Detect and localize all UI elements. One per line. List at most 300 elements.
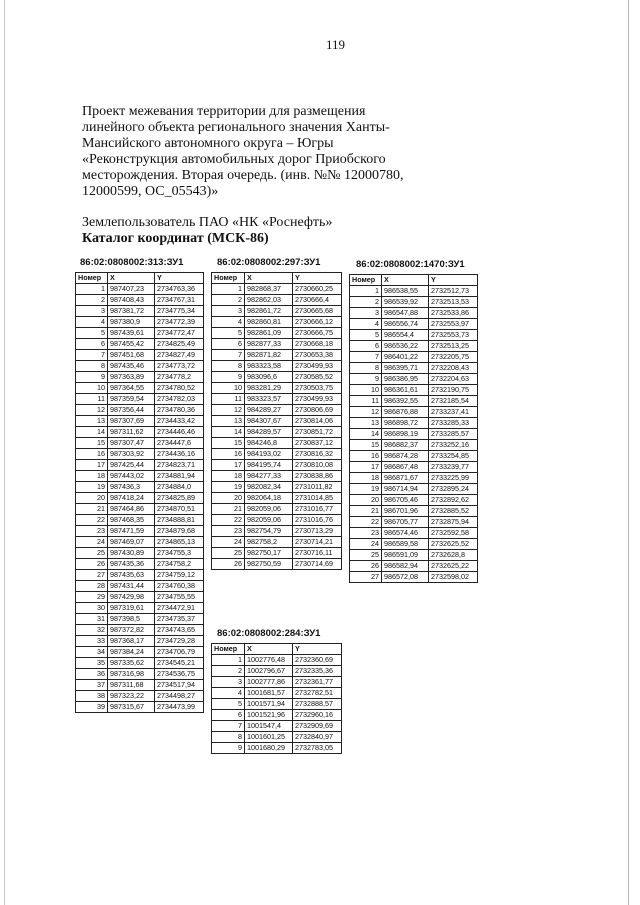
table-row bbox=[212, 504, 342, 515]
page-edge-left bbox=[4, 0, 5, 905]
point-number-cell: 13 bbox=[350, 418, 382, 429]
y-coordinate-cell: 2732875,94 bbox=[429, 517, 478, 528]
x-coordinate-cell: 987319,61 bbox=[108, 603, 155, 614]
x-coordinate-cell: 987303,92 bbox=[108, 449, 155, 460]
y-coordinate-cell: 2732628,8 bbox=[429, 550, 478, 561]
y-coordinate-cell: 2732205,75 bbox=[429, 352, 478, 363]
header-line: месторождения. Вторая очередь. (инв. №№ 12000780, bbox=[82, 168, 404, 183]
y-coordinate-cell: 2734865,13 bbox=[155, 537, 204, 548]
table-row bbox=[350, 418, 478, 429]
table-row bbox=[76, 361, 204, 372]
x-coordinate-cell: 1002776,48 bbox=[245, 655, 293, 666]
y-coordinate-cell: 2734755,55 bbox=[155, 592, 204, 603]
table-row bbox=[350, 352, 478, 363]
table-row bbox=[350, 319, 478, 330]
table-row bbox=[76, 438, 204, 449]
point-number-cell: 10 bbox=[212, 383, 245, 394]
x-coordinate-cell: 986547,88 bbox=[382, 308, 429, 319]
y-coordinate-cell: 2732361,77 bbox=[293, 677, 342, 688]
header-line: «Реконструкция автомобильных дорог Приобского bbox=[82, 152, 386, 167]
header-line: Мансийского автономного округа – Югры bbox=[82, 136, 334, 151]
table-row bbox=[212, 339, 342, 350]
table-row bbox=[76, 350, 204, 361]
y-coordinate-cell: 2734473,99 bbox=[155, 702, 204, 713]
x-coordinate-cell: 987407,23 bbox=[108, 284, 155, 295]
y-coordinate-cell: 2734879,68 bbox=[155, 526, 204, 537]
table-row bbox=[212, 427, 342, 438]
y-coordinate-cell: 2734773,72 bbox=[155, 361, 204, 372]
table-row bbox=[212, 317, 342, 328]
y-coordinate-cell: 2734433,42 bbox=[155, 416, 204, 427]
y-coordinate-cell: 2734825,49 bbox=[155, 339, 204, 350]
x-coordinate-cell: 987451,68 bbox=[108, 350, 155, 361]
x-coordinate-cell: 986572,08 bbox=[382, 572, 429, 583]
table-row bbox=[212, 295, 342, 306]
point-number-cell: 11 bbox=[350, 396, 382, 407]
y-coordinate-cell: 2730714,69 bbox=[293, 559, 342, 570]
x-coordinate-cell: 982064,18 bbox=[245, 493, 293, 504]
point-number-cell: 34 bbox=[76, 647, 108, 658]
y-coordinate-cell: 2734729,28 bbox=[155, 636, 204, 647]
table-row bbox=[76, 548, 204, 559]
y-coordinate-cell: 2732625,52 bbox=[429, 539, 478, 550]
point-number-cell: 7 bbox=[76, 350, 108, 361]
y-coordinate-cell: 2734763,36 bbox=[155, 284, 204, 295]
table-row bbox=[76, 295, 204, 306]
x-coordinate-cell: 982059,06 bbox=[245, 504, 293, 515]
column-header-y: Y bbox=[293, 273, 342, 284]
point-number-cell: 7 bbox=[212, 721, 245, 732]
table-row bbox=[76, 515, 204, 526]
y-coordinate-cell: 2730585,52 bbox=[293, 372, 342, 383]
point-number-cell: 23 bbox=[212, 526, 245, 537]
point-number-cell: 28 bbox=[76, 581, 108, 592]
point-number-cell: 6 bbox=[76, 339, 108, 350]
point-number-cell: 10 bbox=[350, 385, 382, 396]
point-number-cell: 13 bbox=[212, 416, 245, 427]
y-coordinate-cell: 2733285,57 bbox=[429, 429, 478, 440]
x-coordinate-cell: 1001547,4 bbox=[245, 721, 293, 732]
point-number-cell: 16 bbox=[212, 449, 245, 460]
column-header-number: Номер bbox=[350, 275, 382, 286]
point-number-cell: 1 bbox=[212, 655, 245, 666]
point-number-cell: 14 bbox=[350, 429, 382, 440]
table-row bbox=[76, 449, 204, 460]
table-row bbox=[76, 592, 204, 603]
header-line: линейного объекта регионального значения Ханты- bbox=[82, 120, 390, 135]
x-coordinate-cell: 1001601,25 bbox=[245, 732, 293, 743]
y-coordinate-cell: 2732892,62 bbox=[429, 495, 478, 506]
y-coordinate-cell: 2734517,94 bbox=[155, 680, 204, 691]
x-coordinate-cell: 982754,79 bbox=[245, 526, 293, 537]
point-number-cell: 18 bbox=[76, 471, 108, 482]
column-header-y: Y bbox=[293, 644, 342, 655]
table-row bbox=[76, 658, 204, 669]
column-header-x: X bbox=[245, 644, 293, 655]
x-coordinate-cell: 986867,48 bbox=[382, 462, 429, 473]
point-number-cell: 20 bbox=[76, 493, 108, 504]
x-coordinate-cell: 986591,09 bbox=[382, 550, 429, 561]
y-coordinate-cell: 2732885,52 bbox=[429, 506, 478, 517]
point-number-cell: 2 bbox=[212, 666, 245, 677]
point-number-cell: 27 bbox=[350, 572, 382, 583]
point-number-cell: 10 bbox=[76, 383, 108, 394]
y-coordinate-cell: 2734827,49 bbox=[155, 350, 204, 361]
parcel-title-313: 86:02:0808002:313:ЗУ1 bbox=[80, 257, 184, 268]
y-coordinate-cell: 2734536,75 bbox=[155, 669, 204, 680]
point-number-cell: 25 bbox=[212, 548, 245, 559]
table-row bbox=[76, 427, 204, 438]
point-number-cell: 6 bbox=[212, 710, 245, 721]
y-coordinate-cell: 2733254,85 bbox=[429, 451, 478, 462]
table-row bbox=[212, 438, 342, 449]
column-header-number: Номер bbox=[212, 273, 245, 284]
x-coordinate-cell: 987380,9 bbox=[108, 317, 155, 328]
parcel-title-1470: 86:02:0808002:1470:ЗУ1 bbox=[356, 259, 465, 270]
table-row bbox=[212, 721, 342, 732]
coordinates-table-297 bbox=[211, 272, 342, 570]
y-coordinate-cell: 2730665,68 bbox=[293, 306, 342, 317]
x-coordinate-cell: 986871,67 bbox=[382, 473, 429, 484]
y-coordinate-cell: 2732625,22 bbox=[429, 561, 478, 572]
y-coordinate-cell: 2734881,94 bbox=[155, 471, 204, 482]
point-number-cell: 22 bbox=[350, 517, 382, 528]
x-coordinate-cell: 984289,57 bbox=[245, 427, 293, 438]
table-row bbox=[212, 394, 342, 405]
x-coordinate-cell: 987464,86 bbox=[108, 504, 155, 515]
y-coordinate-cell: 2730806,69 bbox=[293, 405, 342, 416]
point-number-cell: 37 bbox=[76, 680, 108, 691]
x-coordinate-cell: 1002796,67 bbox=[245, 666, 293, 677]
x-coordinate-cell: 986392,55 bbox=[382, 396, 429, 407]
project-header bbox=[82, 104, 412, 200]
y-coordinate-cell: 2730499,93 bbox=[293, 361, 342, 372]
y-coordinate-cell: 2730653,38 bbox=[293, 350, 342, 361]
table-row bbox=[76, 614, 204, 625]
column-header-y: Y bbox=[155, 273, 204, 284]
point-number-cell: 8 bbox=[76, 361, 108, 372]
x-coordinate-cell: 986386,95 bbox=[382, 374, 429, 385]
header-line: Проект межевания территории для размещения bbox=[82, 104, 366, 119]
point-number-cell: 26 bbox=[350, 561, 382, 572]
table-row bbox=[350, 429, 478, 440]
point-number-cell: 5 bbox=[350, 330, 382, 341]
table-row bbox=[350, 451, 478, 462]
coordinates-table-284 bbox=[211, 643, 342, 754]
point-number-cell: 12 bbox=[350, 407, 382, 418]
y-coordinate-cell: 2734884,0 bbox=[155, 482, 204, 493]
table-row bbox=[76, 559, 204, 570]
point-number-cell: 8 bbox=[350, 363, 382, 374]
x-coordinate-cell: 987425,44 bbox=[108, 460, 155, 471]
y-coordinate-cell: 2734743,65 bbox=[155, 625, 204, 636]
x-coordinate-cell: 987429,98 bbox=[108, 592, 155, 603]
table-row bbox=[76, 625, 204, 636]
y-coordinate-cell: 2734772,39 bbox=[155, 317, 204, 328]
x-coordinate-cell: 984277,33 bbox=[245, 471, 293, 482]
x-coordinate-cell: 987363,89 bbox=[108, 372, 155, 383]
point-number-cell: 30 bbox=[76, 603, 108, 614]
y-coordinate-cell: 2730503,75 bbox=[293, 383, 342, 394]
table-row bbox=[212, 328, 342, 339]
table-header-row bbox=[212, 644, 342, 655]
y-coordinate-cell: 2734823,71 bbox=[155, 460, 204, 471]
y-coordinate-cell: 2733225,99 bbox=[429, 473, 478, 484]
table-row bbox=[76, 482, 204, 493]
table-row bbox=[76, 284, 204, 295]
x-coordinate-cell: 987435,36 bbox=[108, 559, 155, 570]
y-coordinate-cell: 2732840,97 bbox=[293, 732, 342, 743]
point-number-cell: 19 bbox=[212, 482, 245, 493]
y-coordinate-cell: 2733285,33 bbox=[429, 418, 478, 429]
y-coordinate-cell: 2732960,16 bbox=[293, 710, 342, 721]
point-number-cell: 15 bbox=[212, 438, 245, 449]
table-row bbox=[76, 570, 204, 581]
x-coordinate-cell: 984289,27 bbox=[245, 405, 293, 416]
table-row bbox=[76, 328, 204, 339]
table-header-row bbox=[350, 275, 478, 286]
y-coordinate-cell: 2734436,16 bbox=[155, 449, 204, 460]
y-coordinate-cell: 2730714,21 bbox=[293, 537, 342, 548]
point-number-cell: 19 bbox=[76, 482, 108, 493]
table-row bbox=[76, 372, 204, 383]
x-coordinate-cell: 986882,37 bbox=[382, 440, 429, 451]
x-coordinate-cell: 987356,44 bbox=[108, 405, 155, 416]
point-number-cell: 14 bbox=[76, 427, 108, 438]
y-coordinate-cell: 2730666,75 bbox=[293, 328, 342, 339]
x-coordinate-cell: 986361,61 bbox=[382, 385, 429, 396]
x-coordinate-cell: 986574,46 bbox=[382, 528, 429, 539]
table-row bbox=[212, 666, 342, 677]
point-number-cell: 22 bbox=[212, 515, 245, 526]
x-coordinate-cell: 987384,24 bbox=[108, 647, 155, 658]
point-number-cell: 36 bbox=[76, 669, 108, 680]
table-row bbox=[350, 297, 478, 308]
catalog-title: Каталог координат (МСК-86) bbox=[82, 231, 269, 246]
table-row bbox=[212, 677, 342, 688]
x-coordinate-cell: 982750,59 bbox=[245, 559, 293, 570]
y-coordinate-cell: 2732592,58 bbox=[429, 528, 478, 539]
page-number: 119 bbox=[326, 37, 346, 52]
x-coordinate-cell: 982861,09 bbox=[245, 328, 293, 339]
table-row bbox=[76, 581, 204, 592]
y-coordinate-cell: 2731011,82 bbox=[293, 482, 342, 493]
point-number-cell: 29 bbox=[76, 592, 108, 603]
column-header-x: X bbox=[245, 273, 293, 284]
x-coordinate-cell: 987436,3 bbox=[108, 482, 155, 493]
table-row bbox=[350, 539, 478, 550]
table-row bbox=[350, 385, 478, 396]
table-row bbox=[350, 561, 478, 572]
point-number-cell: 7 bbox=[350, 352, 382, 363]
y-coordinate-cell: 2732783,05 bbox=[293, 743, 342, 754]
point-number-cell: 12 bbox=[212, 405, 245, 416]
point-number-cell: 1 bbox=[212, 284, 245, 295]
point-number-cell: 27 bbox=[76, 570, 108, 581]
point-number-cell: 9 bbox=[76, 372, 108, 383]
point-number-cell: 4 bbox=[76, 317, 108, 328]
table-row bbox=[350, 330, 478, 341]
table-row bbox=[212, 284, 342, 295]
point-number-cell: 5 bbox=[212, 328, 245, 339]
landowner: Землепользователь ПАО «НК «Роснефть» bbox=[82, 215, 333, 230]
y-coordinate-cell: 2730660,25 bbox=[293, 284, 342, 295]
point-number-cell: 33 bbox=[76, 636, 108, 647]
y-coordinate-cell: 2730499,93 bbox=[293, 394, 342, 405]
x-coordinate-cell: 982868,37 bbox=[245, 284, 293, 295]
point-number-cell: 17 bbox=[76, 460, 108, 471]
y-coordinate-cell: 2730666,4 bbox=[293, 295, 342, 306]
y-coordinate-cell: 2730837,12 bbox=[293, 438, 342, 449]
point-number-cell: 4 bbox=[212, 688, 245, 699]
x-coordinate-cell: 987307,47 bbox=[108, 438, 155, 449]
point-number-cell: 11 bbox=[76, 394, 108, 405]
x-coordinate-cell: 986582,94 bbox=[382, 561, 429, 572]
table-row bbox=[76, 669, 204, 680]
y-coordinate-cell: 2733252,16 bbox=[429, 440, 478, 451]
y-coordinate-cell: 2732513,53 bbox=[429, 297, 478, 308]
table-row bbox=[350, 473, 478, 484]
point-number-cell: 39 bbox=[76, 702, 108, 713]
point-number-cell: 8 bbox=[212, 361, 245, 372]
x-coordinate-cell: 987372,82 bbox=[108, 625, 155, 636]
x-coordinate-cell: 987359,54 bbox=[108, 394, 155, 405]
table-row bbox=[212, 688, 342, 699]
x-coordinate-cell: 987431,44 bbox=[108, 581, 155, 592]
y-coordinate-cell: 2734778,2 bbox=[155, 372, 204, 383]
table-header-row bbox=[212, 273, 342, 284]
point-number-cell: 35 bbox=[76, 658, 108, 669]
point-number-cell: 2 bbox=[212, 295, 245, 306]
y-coordinate-cell: 2734825,89 bbox=[155, 493, 204, 504]
x-coordinate-cell: 982082,34 bbox=[245, 482, 293, 493]
point-number-cell: 26 bbox=[212, 559, 245, 570]
table-row bbox=[76, 383, 204, 394]
y-coordinate-cell: 2730810,08 bbox=[293, 460, 342, 471]
x-coordinate-cell: 987398,5 bbox=[108, 614, 155, 625]
y-coordinate-cell: 2732553,97 bbox=[429, 319, 478, 330]
x-coordinate-cell: 986401,22 bbox=[382, 352, 429, 363]
point-number-cell: 18 bbox=[212, 471, 245, 482]
y-coordinate-cell: 2732888,57 bbox=[293, 699, 342, 710]
y-coordinate-cell: 2730851,72 bbox=[293, 427, 342, 438]
x-coordinate-cell: 982750,17 bbox=[245, 548, 293, 559]
x-coordinate-cell: 986705,77 bbox=[382, 517, 429, 528]
x-coordinate-cell: 986714,94 bbox=[382, 484, 429, 495]
x-coordinate-cell: 982861,72 bbox=[245, 306, 293, 317]
x-coordinate-cell: 984246,8 bbox=[245, 438, 293, 449]
x-coordinate-cell: 982860,81 bbox=[245, 317, 293, 328]
page-edge-right bbox=[628, 0, 629, 905]
x-coordinate-cell: 984195,74 bbox=[245, 460, 293, 471]
x-coordinate-cell: 986589,58 bbox=[382, 539, 429, 550]
y-coordinate-cell: 2734772,47 bbox=[155, 328, 204, 339]
point-number-cell: 5 bbox=[212, 699, 245, 710]
y-coordinate-cell: 2733239,77 bbox=[429, 462, 478, 473]
x-coordinate-cell: 986556,74 bbox=[382, 319, 429, 330]
y-coordinate-cell: 2734888,81 bbox=[155, 515, 204, 526]
table-row bbox=[76, 636, 204, 647]
y-coordinate-cell: 2732909,69 bbox=[293, 721, 342, 732]
table-row bbox=[76, 394, 204, 405]
table-row bbox=[212, 471, 342, 482]
x-coordinate-cell: 984193,02 bbox=[245, 449, 293, 460]
y-coordinate-cell: 2734545,21 bbox=[155, 658, 204, 669]
x-coordinate-cell: 987468,35 bbox=[108, 515, 155, 526]
x-coordinate-cell: 984307,67 bbox=[245, 416, 293, 427]
y-coordinate-cell: 2732360,69 bbox=[293, 655, 342, 666]
table-row bbox=[76, 680, 204, 691]
point-number-cell: 13 bbox=[76, 416, 108, 427]
column-header-x: X bbox=[108, 273, 155, 284]
table-row bbox=[350, 308, 478, 319]
y-coordinate-cell: 2730713,29 bbox=[293, 526, 342, 537]
x-coordinate-cell: 987408,43 bbox=[108, 295, 155, 306]
table-row bbox=[76, 504, 204, 515]
point-number-cell: 24 bbox=[76, 537, 108, 548]
y-coordinate-cell: 2733237,41 bbox=[429, 407, 478, 418]
x-coordinate-cell: 987469,07 bbox=[108, 537, 155, 548]
y-coordinate-cell: 2734472,91 bbox=[155, 603, 204, 614]
x-coordinate-cell: 1001521,96 bbox=[245, 710, 293, 721]
table-row bbox=[350, 462, 478, 473]
table-row bbox=[76, 306, 204, 317]
table-row bbox=[76, 493, 204, 504]
x-coordinate-cell: 983281,29 bbox=[245, 383, 293, 394]
y-coordinate-cell: 2732895,24 bbox=[429, 484, 478, 495]
y-coordinate-cell: 2732185,54 bbox=[429, 396, 478, 407]
point-number-cell: 2 bbox=[76, 295, 108, 306]
table-row bbox=[350, 363, 478, 374]
point-number-cell: 17 bbox=[350, 462, 382, 473]
point-number-cell: 24 bbox=[350, 539, 382, 550]
table-row bbox=[350, 572, 478, 583]
point-number-cell: 31 bbox=[76, 614, 108, 625]
y-coordinate-cell: 2734446,46 bbox=[155, 427, 204, 438]
table-row bbox=[350, 396, 478, 407]
x-coordinate-cell: 987443,02 bbox=[108, 471, 155, 482]
x-coordinate-cell: 987335,62 bbox=[108, 658, 155, 669]
x-coordinate-cell: 987364,55 bbox=[108, 383, 155, 394]
table-row bbox=[76, 526, 204, 537]
x-coordinate-cell: 986874,28 bbox=[382, 451, 429, 462]
y-coordinate-cell: 2734760,38 bbox=[155, 581, 204, 592]
point-number-cell: 9 bbox=[212, 743, 245, 754]
point-number-cell: 32 bbox=[76, 625, 108, 636]
x-coordinate-cell: 982871,82 bbox=[245, 350, 293, 361]
x-coordinate-cell: 987471,59 bbox=[108, 526, 155, 537]
table-row bbox=[212, 493, 342, 504]
point-number-cell: 12 bbox=[76, 405, 108, 416]
table-row bbox=[76, 317, 204, 328]
table-row bbox=[212, 710, 342, 721]
table-row bbox=[350, 550, 478, 561]
x-coordinate-cell: 987323,22 bbox=[108, 691, 155, 702]
x-coordinate-cell: 1002777,86 bbox=[245, 677, 293, 688]
table-row bbox=[212, 405, 342, 416]
point-number-cell: 17 bbox=[212, 460, 245, 471]
table-row bbox=[76, 416, 204, 427]
table-row bbox=[76, 537, 204, 548]
y-coordinate-cell: 2730814,06 bbox=[293, 416, 342, 427]
y-coordinate-cell: 2732190,75 bbox=[429, 385, 478, 396]
x-coordinate-cell: 1001681,57 bbox=[245, 688, 293, 699]
point-number-cell: 11 bbox=[212, 394, 245, 405]
table-row bbox=[350, 440, 478, 451]
y-coordinate-cell: 2732512,73 bbox=[429, 286, 478, 297]
y-coordinate-cell: 2731016,77 bbox=[293, 504, 342, 515]
column-header-y: Y bbox=[429, 275, 478, 286]
